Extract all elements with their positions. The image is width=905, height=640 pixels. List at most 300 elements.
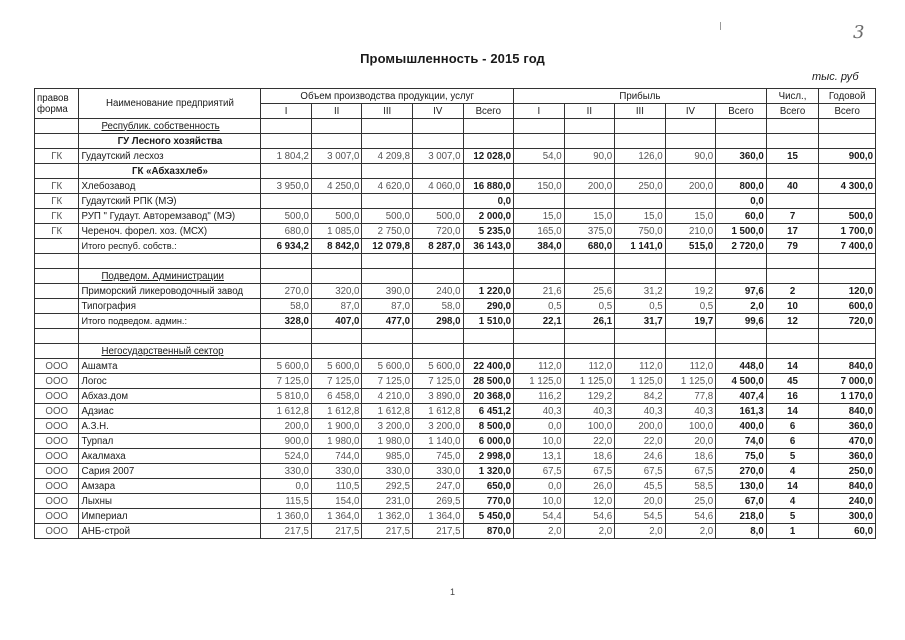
volume-quarter-cell: 330,0 bbox=[261, 464, 312, 479]
legal-form-cell bbox=[35, 254, 79, 269]
annual-total-cell: 7 000,0 bbox=[819, 374, 876, 389]
legal-form-cell: ГК bbox=[35, 179, 79, 194]
profit-quarter-cell bbox=[564, 269, 615, 284]
volume-quarter-cell: 4 210,0 bbox=[362, 389, 413, 404]
legal-form-cell: ООО bbox=[35, 404, 79, 419]
staff-count-cell: 4 bbox=[766, 464, 819, 479]
legal-form-cell: ООО bbox=[35, 434, 79, 449]
staff-count-cell: 45 bbox=[766, 374, 819, 389]
profit-quarter-cell: 58,5 bbox=[665, 479, 716, 494]
profit-total-cell: 97,6 bbox=[716, 284, 767, 299]
volume-quarter-cell: 390,0 bbox=[362, 284, 413, 299]
profit-total-cell: 1 500,0 bbox=[716, 224, 767, 239]
company-name-cell: Негосударственный сектор bbox=[79, 344, 261, 359]
legal-form-cell bbox=[35, 299, 79, 314]
volume-quarter-cell: 154,0 bbox=[311, 494, 362, 509]
volume-quarter-cell: 3 200,0 bbox=[412, 419, 463, 434]
legal-form-cell: ООО bbox=[35, 449, 79, 464]
volume-quarter-cell: 292,5 bbox=[362, 479, 413, 494]
volume-quarter-cell bbox=[261, 134, 312, 149]
volume-total-cell: 770,0 bbox=[463, 494, 514, 509]
volume-quarter-cell: 8 842,0 bbox=[311, 239, 362, 254]
staff-count-cell: 1 bbox=[766, 524, 819, 539]
profit-total-cell bbox=[716, 254, 767, 269]
volume-quarter-cell: 87,0 bbox=[311, 299, 362, 314]
profit-quarter-cell: 15,0 bbox=[615, 209, 666, 224]
profit-total-cell: 99,6 bbox=[716, 314, 767, 329]
volume-total-cell: 1 320,0 bbox=[463, 464, 514, 479]
profit-total-cell: 407,4 bbox=[716, 389, 767, 404]
volume-quarter-cell: 1 980,0 bbox=[311, 434, 362, 449]
volume-total-cell: 12 028,0 bbox=[463, 149, 514, 164]
profit-quarter-cell bbox=[615, 269, 666, 284]
volume-quarter-cell: 330,0 bbox=[311, 464, 362, 479]
volume-quarter-cell: 1 804,2 bbox=[261, 149, 312, 164]
table-row bbox=[35, 374, 876, 389]
volume-quarter-cell bbox=[261, 269, 312, 284]
header-staff-total: Всего bbox=[766, 104, 819, 119]
volume-quarter-cell: 115,5 bbox=[261, 494, 312, 509]
volume-quarter-cell: 3 200,0 bbox=[362, 419, 413, 434]
profit-total-cell bbox=[716, 269, 767, 284]
table-row bbox=[35, 449, 876, 464]
annual-total-cell: 60,0 bbox=[819, 524, 876, 539]
volume-quarter-cell: 298,0 bbox=[412, 314, 463, 329]
header-volume-q2: II bbox=[311, 104, 362, 119]
staff-count-cell bbox=[766, 134, 819, 149]
profit-quarter-cell: 67,5 bbox=[615, 464, 666, 479]
volume-quarter-cell: 12 079,8 bbox=[362, 239, 413, 254]
profit-quarter-cell: 22,0 bbox=[564, 434, 615, 449]
annual-total-cell bbox=[819, 254, 876, 269]
annual-total-cell: 840,0 bbox=[819, 404, 876, 419]
header-profit-total: Всего bbox=[716, 104, 767, 119]
volume-quarter-cell: 320,0 bbox=[311, 284, 362, 299]
company-name-cell: ГУ Лесного хозяйства bbox=[79, 134, 261, 149]
legal-form-cell bbox=[35, 119, 79, 134]
volume-quarter-cell: 1 900,0 bbox=[311, 419, 362, 434]
legal-form-cell: ООО bbox=[35, 494, 79, 509]
profit-quarter-cell: 2,0 bbox=[615, 524, 666, 539]
volume-total-cell bbox=[463, 119, 514, 134]
profit-quarter-cell bbox=[615, 254, 666, 269]
profit-quarter-cell: 0,5 bbox=[665, 299, 716, 314]
profit-quarter-cell bbox=[665, 269, 716, 284]
legal-form-cell: ООО bbox=[35, 464, 79, 479]
profit-quarter-cell: 200,0 bbox=[615, 419, 666, 434]
profit-total-cell: 218,0 bbox=[716, 509, 767, 524]
profit-quarter-cell: 54,4 bbox=[514, 509, 565, 524]
table-row bbox=[35, 179, 876, 194]
volume-quarter-cell: 1 140,0 bbox=[412, 434, 463, 449]
table-row bbox=[35, 119, 876, 134]
volume-quarter-cell bbox=[362, 344, 413, 359]
volume-quarter-cell bbox=[412, 134, 463, 149]
profit-quarter-cell bbox=[514, 329, 565, 344]
profit-quarter-cell bbox=[514, 164, 565, 179]
profit-quarter-cell: 0,0 bbox=[514, 479, 565, 494]
company-name-cell: Сария 2007 bbox=[79, 464, 261, 479]
staff-count-cell bbox=[766, 329, 819, 344]
profit-quarter-cell: 126,0 bbox=[615, 149, 666, 164]
volume-total-cell bbox=[463, 269, 514, 284]
profit-total-cell: 75,0 bbox=[716, 449, 767, 464]
volume-quarter-cell bbox=[412, 269, 463, 284]
profit-quarter-cell: 84,2 bbox=[615, 389, 666, 404]
profit-quarter-cell: 12,0 bbox=[564, 494, 615, 509]
staff-count-cell: 15 bbox=[766, 149, 819, 164]
page-title: Промышленность - 2015 год bbox=[360, 51, 545, 66]
staff-count-cell: 4 bbox=[766, 494, 819, 509]
volume-total-cell: 28 500,0 bbox=[463, 374, 514, 389]
company-name-cell: Итого респуб. собств.: bbox=[79, 239, 261, 254]
staff-count-cell: 79 bbox=[766, 239, 819, 254]
table-row bbox=[35, 194, 876, 209]
volume-total-cell bbox=[463, 329, 514, 344]
profit-quarter-cell: 165,0 bbox=[514, 224, 565, 239]
profit-quarter-cell bbox=[615, 329, 666, 344]
profit-quarter-cell bbox=[564, 134, 615, 149]
volume-quarter-cell: 7 125,0 bbox=[362, 374, 413, 389]
legal-form-cell bbox=[35, 314, 79, 329]
volume-total-cell bbox=[463, 344, 514, 359]
volume-quarter-cell bbox=[261, 329, 312, 344]
staff-count-cell: 6 bbox=[766, 419, 819, 434]
annual-total-cell: 250,0 bbox=[819, 464, 876, 479]
legal-form-cell: ГК bbox=[35, 149, 79, 164]
profit-quarter-cell: 54,5 bbox=[615, 509, 666, 524]
header-volume-total: Всего bbox=[463, 104, 514, 119]
table-row bbox=[35, 359, 876, 374]
company-name-cell: РУП " Гудаут. Авторемзавод" (МЭ) bbox=[79, 209, 261, 224]
profit-total-cell: 161,3 bbox=[716, 404, 767, 419]
profit-total-cell: 74,0 bbox=[716, 434, 767, 449]
company-name-cell: А.З.Н. bbox=[79, 419, 261, 434]
industry-table bbox=[34, 88, 876, 539]
staff-count-cell bbox=[766, 194, 819, 209]
profit-quarter-cell bbox=[514, 254, 565, 269]
volume-quarter-cell: 330,0 bbox=[362, 464, 413, 479]
profit-quarter-cell: 54,6 bbox=[564, 509, 615, 524]
volume-quarter-cell bbox=[412, 119, 463, 134]
profit-total-cell: 130,0 bbox=[716, 479, 767, 494]
company-name-cell: Турпал bbox=[79, 434, 261, 449]
profit-quarter-cell bbox=[514, 194, 565, 209]
volume-quarter-cell: 500,0 bbox=[412, 209, 463, 224]
volume-total-cell: 1 220,0 bbox=[463, 284, 514, 299]
profit-quarter-cell: 90,0 bbox=[564, 149, 615, 164]
table-row bbox=[35, 434, 876, 449]
volume-quarter-cell: 87,0 bbox=[362, 299, 413, 314]
volume-quarter-cell: 524,0 bbox=[261, 449, 312, 464]
profit-quarter-cell: 750,0 bbox=[615, 224, 666, 239]
profit-total-cell bbox=[716, 344, 767, 359]
volume-quarter-cell: 110,5 bbox=[311, 479, 362, 494]
annual-total-cell: 300,0 bbox=[819, 509, 876, 524]
header-volume-q3: III bbox=[362, 104, 413, 119]
volume-quarter-cell bbox=[412, 254, 463, 269]
table-row bbox=[35, 284, 876, 299]
profit-quarter-cell: 112,0 bbox=[564, 359, 615, 374]
profit-quarter-cell bbox=[615, 194, 666, 209]
profit-quarter-cell: 2,0 bbox=[564, 524, 615, 539]
company-name-cell: ГК «Абхазхлеб» bbox=[79, 164, 261, 179]
staff-count-cell bbox=[766, 164, 819, 179]
profit-quarter-cell: 90,0 bbox=[665, 149, 716, 164]
legal-form-cell: ООО bbox=[35, 419, 79, 434]
header-profit-q4: IV bbox=[665, 104, 716, 119]
volume-quarter-cell bbox=[261, 194, 312, 209]
volume-quarter-cell: 270,0 bbox=[261, 284, 312, 299]
volume-quarter-cell bbox=[311, 254, 362, 269]
table-row bbox=[35, 164, 876, 179]
staff-count-cell: 5 bbox=[766, 449, 819, 464]
table-body bbox=[35, 119, 876, 539]
volume-total-cell: 2 000,0 bbox=[463, 209, 514, 224]
volume-quarter-cell: 500,0 bbox=[261, 209, 312, 224]
annual-total-cell: 840,0 bbox=[819, 359, 876, 374]
volume-quarter-cell: 1 980,0 bbox=[362, 434, 413, 449]
table-row bbox=[35, 509, 876, 524]
profit-quarter-cell: 0,5 bbox=[514, 299, 565, 314]
volume-quarter-cell: 720,0 bbox=[412, 224, 463, 239]
volume-total-cell: 2 998,0 bbox=[463, 449, 514, 464]
profit-quarter-cell bbox=[564, 119, 615, 134]
profit-quarter-cell: 1 125,0 bbox=[615, 374, 666, 389]
profit-total-cell: 448,0 bbox=[716, 359, 767, 374]
profit-quarter-cell: 112,0 bbox=[615, 359, 666, 374]
staff-count-cell: 14 bbox=[766, 479, 819, 494]
profit-quarter-cell: 67,5 bbox=[564, 464, 615, 479]
profit-quarter-cell: 1 141,0 bbox=[615, 239, 666, 254]
header-volume-q4: IV bbox=[412, 104, 463, 119]
volume-quarter-cell: 1 612,8 bbox=[362, 404, 413, 419]
annual-total-cell: 1 700,0 bbox=[819, 224, 876, 239]
table-row bbox=[35, 344, 876, 359]
profit-total-cell bbox=[716, 164, 767, 179]
legal-form-cell bbox=[35, 164, 79, 179]
company-name-cell: Адзиас bbox=[79, 404, 261, 419]
volume-quarter-cell: 200,0 bbox=[261, 419, 312, 434]
annual-total-cell: 500,0 bbox=[819, 209, 876, 224]
volume-quarter-cell bbox=[261, 164, 312, 179]
profit-quarter-cell bbox=[564, 344, 615, 359]
table-row bbox=[35, 419, 876, 434]
profit-quarter-cell: 19,2 bbox=[665, 284, 716, 299]
volume-total-cell: 870,0 bbox=[463, 524, 514, 539]
volume-quarter-cell: 4 620,0 bbox=[362, 179, 413, 194]
volume-quarter-cell: 217,5 bbox=[362, 524, 413, 539]
volume-quarter-cell: 1 612,8 bbox=[311, 404, 362, 419]
table-row bbox=[35, 494, 876, 509]
profit-total-cell: 67,0 bbox=[716, 494, 767, 509]
profit-total-cell: 2 720,0 bbox=[716, 239, 767, 254]
profit-quarter-cell: 1 125,0 bbox=[514, 374, 565, 389]
profit-quarter-cell: 100,0 bbox=[564, 419, 615, 434]
volume-quarter-cell: 7 125,0 bbox=[311, 374, 362, 389]
profit-quarter-cell bbox=[564, 329, 615, 344]
annual-total-cell: 840,0 bbox=[819, 479, 876, 494]
profit-quarter-cell bbox=[615, 164, 666, 179]
legal-form-cell: ООО bbox=[35, 374, 79, 389]
profit-quarter-cell: 1 125,0 bbox=[665, 374, 716, 389]
profit-quarter-cell bbox=[514, 119, 565, 134]
staff-count-cell: 12 bbox=[766, 314, 819, 329]
profit-quarter-cell bbox=[564, 254, 615, 269]
profit-quarter-cell: 22,0 bbox=[615, 434, 666, 449]
profit-quarter-cell: 200,0 bbox=[564, 179, 615, 194]
profit-quarter-cell: 21,6 bbox=[514, 284, 565, 299]
table-row bbox=[35, 314, 876, 329]
profit-quarter-cell: 25,6 bbox=[564, 284, 615, 299]
profit-total-cell: 8,0 bbox=[716, 524, 767, 539]
volume-total-cell: 8 500,0 bbox=[463, 419, 514, 434]
header-staff: Числ., bbox=[766, 89, 819, 104]
profit-quarter-cell: 200,0 bbox=[665, 179, 716, 194]
profit-quarter-cell: 150,0 bbox=[514, 179, 565, 194]
company-name-cell: Республик. собственность bbox=[79, 119, 261, 134]
header-profit-q2: II bbox=[564, 104, 615, 119]
volume-quarter-cell: 6 458,0 bbox=[311, 389, 362, 404]
volume-quarter-cell bbox=[261, 254, 312, 269]
staff-count-cell: 40 bbox=[766, 179, 819, 194]
profit-quarter-cell: 40,3 bbox=[564, 404, 615, 419]
volume-quarter-cell: 58,0 bbox=[412, 299, 463, 314]
header-profit-q1: I bbox=[514, 104, 565, 119]
legal-form-cell: ГК bbox=[35, 224, 79, 239]
volume-quarter-cell: 247,0 bbox=[412, 479, 463, 494]
company-name-cell: Типография bbox=[79, 299, 261, 314]
profit-total-cell: 0,0 bbox=[716, 194, 767, 209]
profit-quarter-cell: 54,0 bbox=[514, 149, 565, 164]
profit-total-cell: 800,0 bbox=[716, 179, 767, 194]
volume-quarter-cell: 7 125,0 bbox=[412, 374, 463, 389]
volume-quarter-cell bbox=[311, 164, 362, 179]
annual-total-cell: 360,0 bbox=[819, 449, 876, 464]
volume-quarter-cell bbox=[362, 164, 413, 179]
annual-total-cell bbox=[819, 164, 876, 179]
volume-quarter-cell: 680,0 bbox=[261, 224, 312, 239]
staff-count-cell: 16 bbox=[766, 389, 819, 404]
table-row bbox=[35, 209, 876, 224]
volume-quarter-cell bbox=[261, 344, 312, 359]
profit-quarter-cell: 24,6 bbox=[615, 449, 666, 464]
staff-count-cell: 5 bbox=[766, 509, 819, 524]
profit-quarter-cell: 100,0 bbox=[665, 419, 716, 434]
volume-quarter-cell: 3 950,0 bbox=[261, 179, 312, 194]
company-name-cell: Итого подведом. админ.: bbox=[79, 314, 261, 329]
staff-count-cell: 2 bbox=[766, 284, 819, 299]
profit-quarter-cell: 0,0 bbox=[514, 419, 565, 434]
volume-total-cell: 290,0 bbox=[463, 299, 514, 314]
volume-quarter-cell: 1 360,0 bbox=[261, 509, 312, 524]
profit-quarter-cell: 18,6 bbox=[564, 449, 615, 464]
profit-quarter-cell bbox=[615, 119, 666, 134]
volume-quarter-cell: 1 612,8 bbox=[261, 404, 312, 419]
table-row bbox=[35, 464, 876, 479]
company-name-cell: Череноч. форел. хоз. (МСХ) bbox=[79, 224, 261, 239]
profit-quarter-cell: 384,0 bbox=[514, 239, 565, 254]
profit-quarter-cell bbox=[665, 134, 716, 149]
profit-quarter-cell: 375,0 bbox=[564, 224, 615, 239]
profit-quarter-cell: 10,0 bbox=[514, 494, 565, 509]
profit-quarter-cell: 31,2 bbox=[615, 284, 666, 299]
annual-total-cell bbox=[819, 194, 876, 209]
table-row bbox=[35, 269, 876, 284]
company-name-cell: Акалмаха bbox=[79, 449, 261, 464]
volume-quarter-cell: 1 364,0 bbox=[412, 509, 463, 524]
volume-quarter-cell: 1 085,0 bbox=[311, 224, 362, 239]
legal-form-cell: ООО bbox=[35, 509, 79, 524]
profit-total-cell bbox=[716, 329, 767, 344]
company-name-cell: Гудаутский лесхоз bbox=[79, 149, 261, 164]
volume-quarter-cell: 4 209,8 bbox=[362, 149, 413, 164]
volume-quarter-cell: 477,0 bbox=[362, 314, 413, 329]
unit-label: тыс. руб bbox=[812, 71, 859, 83]
profit-quarter-cell: 54,6 bbox=[665, 509, 716, 524]
volume-quarter-cell bbox=[362, 254, 413, 269]
profit-quarter-cell: 31,7 bbox=[615, 314, 666, 329]
profit-quarter-cell: 250,0 bbox=[615, 179, 666, 194]
profit-quarter-cell: 116,2 bbox=[514, 389, 565, 404]
annual-total-cell: 1 170,0 bbox=[819, 389, 876, 404]
profit-quarter-cell: 67,5 bbox=[665, 464, 716, 479]
volume-quarter-cell bbox=[362, 119, 413, 134]
header-annual-total: Всего bbox=[819, 104, 876, 119]
volume-quarter-cell: 328,0 bbox=[261, 314, 312, 329]
annual-total-cell bbox=[819, 134, 876, 149]
volume-quarter-cell: 5 810,0 bbox=[261, 389, 312, 404]
legal-form-cell: ГК bbox=[35, 194, 79, 209]
staff-count-cell bbox=[766, 119, 819, 134]
annual-total-cell: 240,0 bbox=[819, 494, 876, 509]
volume-total-cell bbox=[463, 164, 514, 179]
volume-total-cell: 36 143,0 bbox=[463, 239, 514, 254]
volume-quarter-cell: 269,5 bbox=[412, 494, 463, 509]
header-volume-q1: I bbox=[261, 104, 312, 119]
annual-total-cell: 360,0 bbox=[819, 419, 876, 434]
staff-count-cell bbox=[766, 269, 819, 284]
volume-quarter-cell: 4 060,0 bbox=[412, 179, 463, 194]
profit-quarter-cell bbox=[665, 194, 716, 209]
header-form: правов форма bbox=[35, 89, 79, 119]
company-name-cell: Логос bbox=[79, 374, 261, 389]
annual-total-cell: 4 300,0 bbox=[819, 179, 876, 194]
header-volume: Объем производства продукции, услуг bbox=[261, 89, 514, 104]
profit-quarter-cell: 0,5 bbox=[615, 299, 666, 314]
legal-form-cell bbox=[35, 284, 79, 299]
profit-quarter-cell: 26,0 bbox=[564, 479, 615, 494]
volume-total-cell: 20 368,0 bbox=[463, 389, 514, 404]
volume-quarter-cell: 744,0 bbox=[311, 449, 362, 464]
pen-mark bbox=[720, 22, 721, 30]
profit-quarter-cell: 40,3 bbox=[514, 404, 565, 419]
volume-quarter-cell bbox=[362, 329, 413, 344]
volume-quarter-cell bbox=[311, 269, 362, 284]
volume-total-cell: 16 880,0 bbox=[463, 179, 514, 194]
profit-quarter-cell: 2,0 bbox=[514, 524, 565, 539]
volume-quarter-cell: 217,5 bbox=[412, 524, 463, 539]
table-row bbox=[35, 299, 876, 314]
table-row bbox=[35, 524, 876, 539]
profit-total-cell: 4 500,0 bbox=[716, 374, 767, 389]
volume-quarter-cell bbox=[311, 329, 362, 344]
header-annual: Годовой bbox=[819, 89, 876, 104]
volume-quarter-cell bbox=[311, 344, 362, 359]
header-name: Наименование предприятий bbox=[79, 89, 261, 119]
volume-quarter-cell: 4 250,0 bbox=[311, 179, 362, 194]
staff-count-cell: 6 bbox=[766, 434, 819, 449]
